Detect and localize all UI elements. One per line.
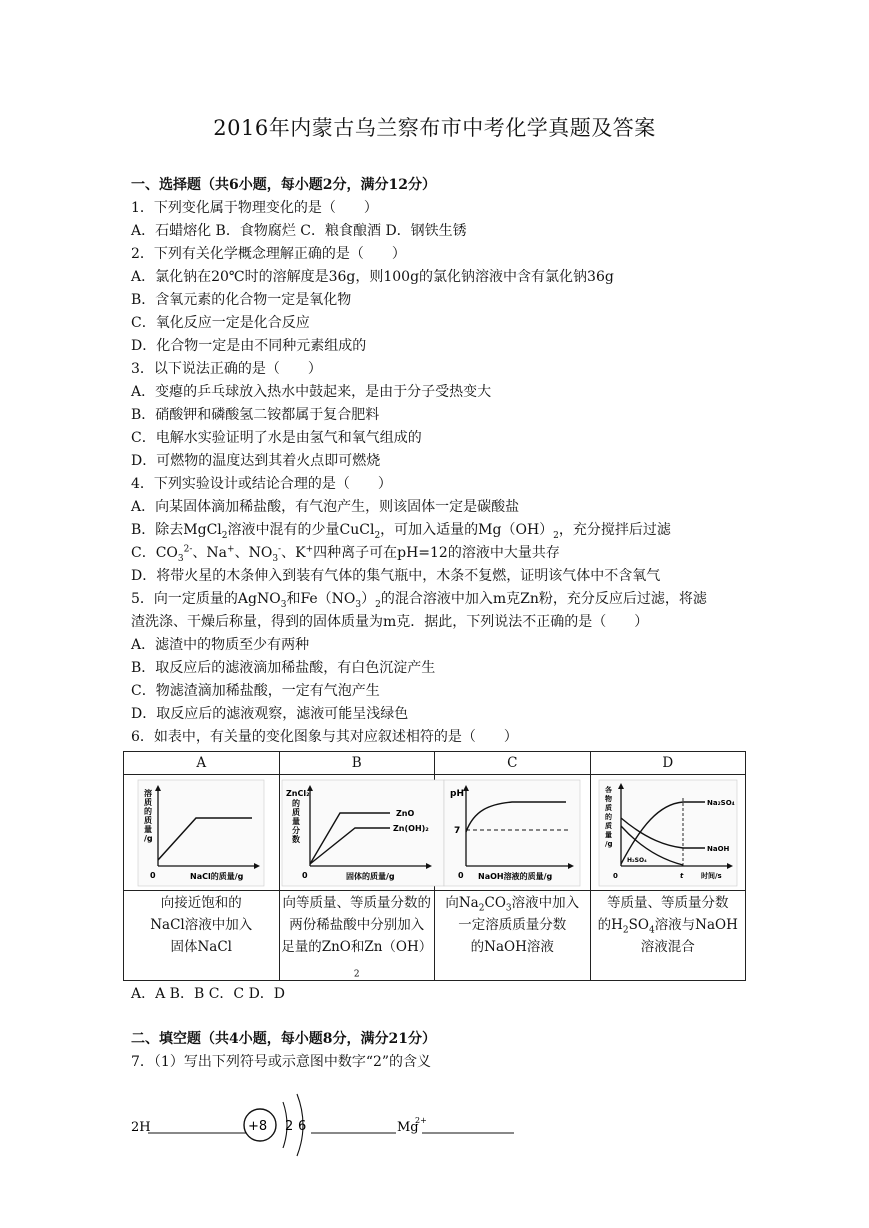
q5-l1-post: 的混合溶液中加入m克Zn粉，充分反应后过滤，将滤 [380, 591, 707, 607]
graph-b-ylabel-top: ZnCl₂ [285, 788, 310, 798]
graph-d-ylabel-0: 各 [604, 785, 612, 794]
graph-b-ylabel-4: 数 [291, 834, 300, 844]
q4-option-a: A．向某固体滴加稀盐酸，有气泡产生，则该固体一定是碳酸盐 [131, 499, 520, 515]
q6-header-b: B [279, 752, 435, 775]
q6-header-c: C [435, 752, 591, 775]
q5-stem-line1: 5．向一定质量的AgNO$_3$和$Fe(NO_3)_2$的混合溶液中加入m克Zn粉，充分反应后过滤，将滤 [131, 591, 707, 610]
graph-a-cell [124, 775, 280, 891]
q4b-mid: 溶液中混有的少量CuCl [227, 522, 375, 538]
q4-option-d: D．将带火星的木条伸入到装有气体的集气瓶中，木条不复燃，证明该气体中不含氧气 [131, 568, 661, 584]
q6-desc-b-l3-wrap: 足量的ZnO和$Zn(OH)_2$ [281, 939, 433, 980]
atom-shell-1-count: 2 [285, 1119, 294, 1134]
graph-c [442, 778, 582, 888]
q6-desc-c-l1: 向$Na_2CO_3$溶液中加入 [445, 895, 580, 914]
section1-heading: 一、选择题（共6小题，每小题2分，满分12分） [131, 177, 436, 193]
graph-c-xlabel: NaOH溶液的质量/g [478, 871, 553, 881]
graph-d-ylabel-5: 量 [604, 830, 612, 839]
q3-option-a: A．变瘪的乒乓球放入热水中鼓起来，是由于分子受热变大 [131, 384, 492, 400]
q2-stem: 2．下列有关化学概念理解正确的是（ ） [131, 246, 406, 262]
graph-b-ylabel-0: 的 [291, 798, 300, 808]
graph-d-ylabel-6: /g [604, 839, 613, 848]
q6-desc-d [590, 891, 746, 981]
q6-desc-c-l1-mid: CO [484, 895, 506, 911]
q3-option-b: B．硝酸钾和磷酸氢二铵都属于复合肥料 [131, 407, 380, 423]
q7-symbol-mg-charge: 2+ [415, 1116, 427, 1125]
q6-desc-c-l2: 一定溶质质量分数 [458, 917, 567, 933]
q7-blanks-row [131, 1080, 751, 1160]
q6-graph-row [124, 775, 746, 891]
graph-a-ylabel-3: 质 [144, 815, 153, 825]
q6-desc-d-l3: 溶液混合 [640, 939, 695, 955]
q6-desc-a [124, 891, 280, 981]
q2-option-a: A．氯化钠在20℃时的溶解度是36g，则100g的氯化钠溶液中含有氯化钠36g [131, 269, 614, 285]
content [131, 174, 751, 1135]
q6-desc-row [124, 891, 746, 981]
graph-d [597, 778, 739, 888]
graph-c-ylabel: pH [450, 788, 465, 799]
graph-a-origin: 0 [150, 870, 156, 880]
q6-desc-d-l2-post: 溶液与NaOH [654, 917, 738, 933]
q7-figure [131, 1080, 751, 1160]
q3-option-c: C．电解水实验证明了水是由氢气和氧气组成的 [131, 430, 422, 446]
page-title: 2016年内蒙古乌兰察布市中考化学真题及答案 [213, 116, 656, 140]
graph-a-ylabel-4: 量 [144, 824, 153, 834]
q6-desc-d-l2: 的$H_2SO_4$溶液与NaOH [597, 917, 738, 936]
graph-a-ylabel-2: 的 [144, 806, 153, 816]
graph-a-ylabel-1: 质 [144, 797, 153, 807]
q6-header-row [124, 752, 746, 775]
atom-nucleus-charge: +8 [248, 1119, 268, 1134]
q1-options: A．石蜡熔化 B．食物腐烂 C．粮食酿酒 D．钢铁生锈 [131, 223, 467, 239]
q4-option-c: C．$CO_3^{2-}$、Na+、$NO_3^-$、K+四种离子可在pH=12的溶液中大量共存 [131, 544, 560, 564]
graph-b-ylabel-2: 量 [291, 816, 300, 826]
graph-d-origin: 0 [612, 871, 618, 880]
graph-b-origin: 0 [301, 870, 308, 880]
q6-answer-options: A．A B．B C．C D．D [131, 986, 286, 1002]
q2-option-d: D．化合物一定是由不同种元素组成的 [131, 338, 367, 354]
q5-l1-pre: 5．向一定质量的AgNO [131, 591, 281, 607]
graph-a [136, 778, 266, 888]
q4c-pre: C．CO [131, 545, 178, 561]
q5-option-d: D．取反应后的滤液观察，滤液可能呈浅绿色 [131, 706, 409, 722]
q7-stem: 7．（1）写出下列符号或示意图中数字“2”的含义 [131, 1054, 432, 1070]
q6-stem: 6．如表中，有关量的变化图象与其对应叙述相符的是（ ） [131, 729, 518, 745]
q6-table [123, 751, 746, 981]
q7-symbol-2h: 2H [131, 1120, 151, 1135]
graph-b-ylabel-1: 质 [291, 807, 300, 817]
q7-symbol-mg: Mg [397, 1120, 419, 1135]
graph-d-ylabel-3: 的 [604, 812, 612, 821]
q6-desc-d-l2-mid: SO [628, 917, 649, 933]
section2-heading: 二、填空题（共4小题，每小题8分，满分21分） [131, 1031, 436, 1047]
graph-c-seven: 7 [454, 825, 461, 836]
q6-desc-c [435, 891, 591, 981]
q6-desc-b-l1: 向等质量、等质量分数的 [282, 895, 431, 911]
graph-d-series-h2so4: H₂SO₄ [626, 856, 647, 864]
graph-b [280, 778, 446, 888]
q6-desc-c-l3: 的NaOH溶液 [470, 939, 554, 955]
q6-header-d: D [590, 752, 746, 775]
atom-shell-2-count: 6 [298, 1119, 307, 1134]
graph-d-cell [590, 775, 746, 891]
q6-desc-a-l3: 固体NaCl [170, 939, 232, 955]
graph-c-cell [435, 775, 591, 891]
graph-d-ylabel-4: 质 [604, 821, 612, 830]
graph-a-ylabel-5: /g [144, 833, 153, 843]
q3-stem: 3．以下说法正确的是（ ） [131, 361, 322, 377]
q2-option-c: C．氧化反应一定是化合反应 [131, 315, 310, 331]
graph-d-ylabel-1: 物 [604, 794, 612, 803]
graph-d-t: t [679, 871, 684, 880]
q6-desc-a-l2: NaCl溶液中加入 [150, 917, 253, 933]
q4c-rest: 四种离子可在pH=12的溶液中大量共存 [313, 545, 560, 561]
q6-desc-c-l1-post: 溶液中加入 [511, 895, 580, 911]
q4b-post: ，充分搅拌后过滤 [558, 522, 671, 538]
q5-option-c: C．物滤渣滴加稀盐酸，一定有气泡产生 [131, 683, 380, 699]
q6-desc-b-l2: 两份稀盐酸中分别加入 [289, 917, 425, 933]
q6-desc-b-l3: 足量的ZnO和Zn（OH） [281, 939, 433, 955]
graph-b-series-zno: ZnO [395, 808, 414, 818]
q5-option-b: B．取反应后的滤液滴加稀盐酸，有白色沉淀产生 [131, 660, 436, 676]
q6-desc-d-l1: 等质量、等质量分数 [607, 895, 729, 911]
graph-d-xlabel: 时间/s [700, 871, 722, 880]
q5-option-a: A．滤渣中的物质至少有两种 [131, 637, 310, 653]
graph-b-series-znoh2: Zn(OH)₂ [392, 823, 429, 833]
q6-desc-a-l1: 向接近饱和的 [160, 895, 242, 911]
q4-stem: 4．下列实验设计或结论合理的是（ ） [131, 476, 392, 492]
q6-desc-b [279, 891, 435, 981]
graph-b-cell [279, 775, 435, 891]
q3-option-d: D．可燃物的温度达到其着火点即可燃烧 [131, 453, 381, 469]
q4-option-b: B．除去MgCl$_2$溶液中混有的少量CuCl$_2$，可加入适量的$Mg(OH)_2$，充分搅拌后过滤 [131, 522, 671, 541]
q5-stem-line2: 渣洗涤、干燥后称量，得到的固体质量为m克．据此，下列说法不正确的是（ ） [131, 614, 649, 630]
graph-b-xlabel: 固体的质量/g [345, 871, 395, 881]
graph-b-ylabel-3: 分 [291, 825, 300, 835]
q6-desc-d-l2-pre: 的H [597, 917, 623, 933]
graph-d-series-naoh: NaOH [706, 844, 730, 853]
q4b-mid2: ，可加入适量的Mg（OH） [380, 522, 554, 538]
q2-option-b: B．含氧元素的化合物一定是氧化物 [131, 292, 352, 308]
q4b-pre: B．除去MgCl [131, 522, 222, 538]
graph-d-series-na2so4: Na₂SO₄ [706, 798, 735, 807]
q6-desc-c-l1-pre: 向Na [445, 895, 479, 911]
graph-c-origin: 0 [458, 870, 464, 880]
q6-header-a: A [124, 752, 280, 775]
graph-a-ylabel-0: 溶 [144, 788, 153, 798]
q5-l1-mid: 和Fe（NO [286, 591, 356, 607]
graph-d-ylabel-2: 质 [604, 803, 612, 812]
graph-a-xlabel: NaCl的质量/g [190, 871, 244, 881]
q1-stem: 1．下列变化属于物理变化的是（ ） [131, 200, 378, 216]
